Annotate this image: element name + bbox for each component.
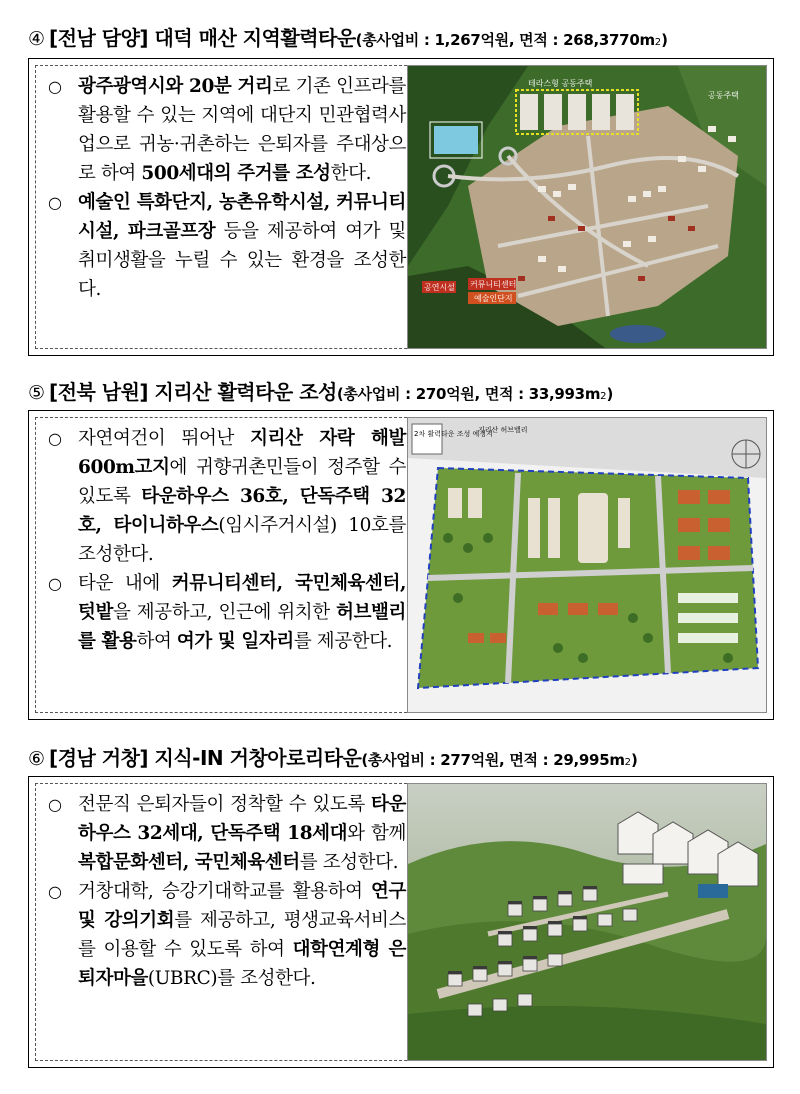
section-meta: (총사업비 : 277억원, 면적 : 29,995m [361,751,625,769]
image-label: 예술인단지 [474,294,513,303]
bold-text: 커뮤니티센터, 국민체육센터, 텃밭 [78,573,406,623]
section-meta: (총사업비 : 270억원, 면적 : 33,993m [336,385,601,403]
bold-text: 대학연계형 은퇴자마을 [78,939,406,989]
plain-text: 로 기존 인프라를 활용할 수 있는 지역에 대단지 민관협력사업으로 귀농·귀촌하는 은퇴자를 주대상으로 하여 [78,76,406,184]
section-title: [전남 담양] 대덕 매산 지역활력타운 [49,26,356,50]
town-rendering-image [407,417,767,713]
image-label: 커뮤니티센터 [470,280,517,289]
unit-superscript: 2 [654,37,662,48]
image-label: 테라스형 공동주택 [528,79,593,88]
bullet-text [78,569,406,656]
bullet-item [48,72,406,188]
plain-text: 하여 [136,631,177,652]
bullet-text [78,877,406,993]
bold-text: 타운하우스 32세대, 단독주택 18세대 [78,794,406,844]
bullet-mark: ○ [48,795,62,814]
image-label: 공동주택 [708,91,739,100]
bold-text: 예술인 특화단지, 농촌유학시설, 커뮤니티 시설, 파크골프장 [78,192,406,242]
section-heading [28,22,780,52]
section-number: ⑥ [28,748,46,770]
image-label: 지리산 허브밸리 [478,426,528,434]
bold-text: 연구 및 강의기회 [78,881,406,931]
plain-text: 를 조성한다. [299,852,399,873]
plain-text: (임시주거시설) 10호를 조성한다. [78,515,406,565]
unit-superscript: 2 [624,757,632,768]
section-number: ⑤ [28,382,46,404]
content-box [28,410,774,720]
section-heading [28,376,780,406]
section-meta-close: ) [631,751,638,769]
bold-text: 지리산 자락 해발600m고지 [78,428,406,478]
section-meta: (총사업비 : 1,267억원, 면적 : 268,3770m [355,31,655,49]
bullet-mark: ○ [48,882,62,901]
plain-text: 등을 제공하여 여가 및 취미생활을 누릴 수 있는 환경을 조성한다. [78,221,406,300]
plain-text: 와 함께 [347,823,406,844]
bullet-mark: ○ [48,77,62,96]
bullet-item [48,569,406,656]
unit-superscript: 2 [600,391,607,402]
bullet-item [48,424,406,569]
bullet-text [78,424,406,569]
plain-text: 전문직 은퇴자들이 정착할 수 있도록 [78,794,372,815]
bullet-mark: ○ [48,574,62,593]
bullet-mark: ○ [48,429,62,448]
text-panel [35,417,417,713]
bold-text: 허브밸리를 활용 [78,602,406,652]
bold-text: 여가 및 일자리 [176,631,294,652]
section-meta-close: ) [606,385,614,403]
bold-text: 500세대의 주거를 조성 [141,163,331,184]
section-meta-close: ) [661,31,668,49]
bullet-item [48,188,406,304]
plain-text: 타운 내에 [78,573,172,594]
content-box [28,58,774,356]
section-title: [경남 거창] 지식-IN 거창아로리타운 [49,746,362,770]
image-label: 공연시설 [424,283,455,292]
image-label: 2차 활력타운 조성 예정지 [414,430,493,438]
bold-text: 복합문화센터, 국민체육센터 [78,852,300,873]
bullet-text [78,72,406,188]
bold-text: 타운하우스 36호, 단독주택 32호, 타이니하우스 [78,486,406,536]
plain-text: 를 제공하고, 평생교육서비스를 이용할 수 있도록 하여 [78,910,406,960]
section-title: [전북 남원] 지리산 활력타운 조성 [49,380,337,404]
bullet-item [48,790,406,877]
bullet-text [78,188,406,304]
content-box [28,776,774,1068]
text-panel [35,65,417,349]
text-panel [35,783,417,1061]
bullet-text [78,790,406,877]
plain-text: 를 제공한다. [293,631,393,652]
plain-text: 거창대학, 승강기대학교를 활용하여 [78,881,372,902]
section-heading [28,742,780,772]
plain-text: 한다. [330,163,372,184]
plain-text: (UBRC)를 조성한다. [147,968,316,989]
bullet-item [48,877,406,993]
aerial-site-plan-image [407,65,767,349]
plain-text: 을 제공하고, 인근에 위치한 [112,602,337,623]
section-number: ④ [28,28,46,50]
bold-text: 광주광역시와 20분 거리 [78,76,273,97]
bullet-mark: ○ [48,193,62,212]
village-rendering-image [407,783,767,1061]
plain-text: 에 귀향귀촌민들이 정주할 수 있도록 [78,457,406,507]
plain-text: 자연여건이 뛰어난 [78,428,251,449]
